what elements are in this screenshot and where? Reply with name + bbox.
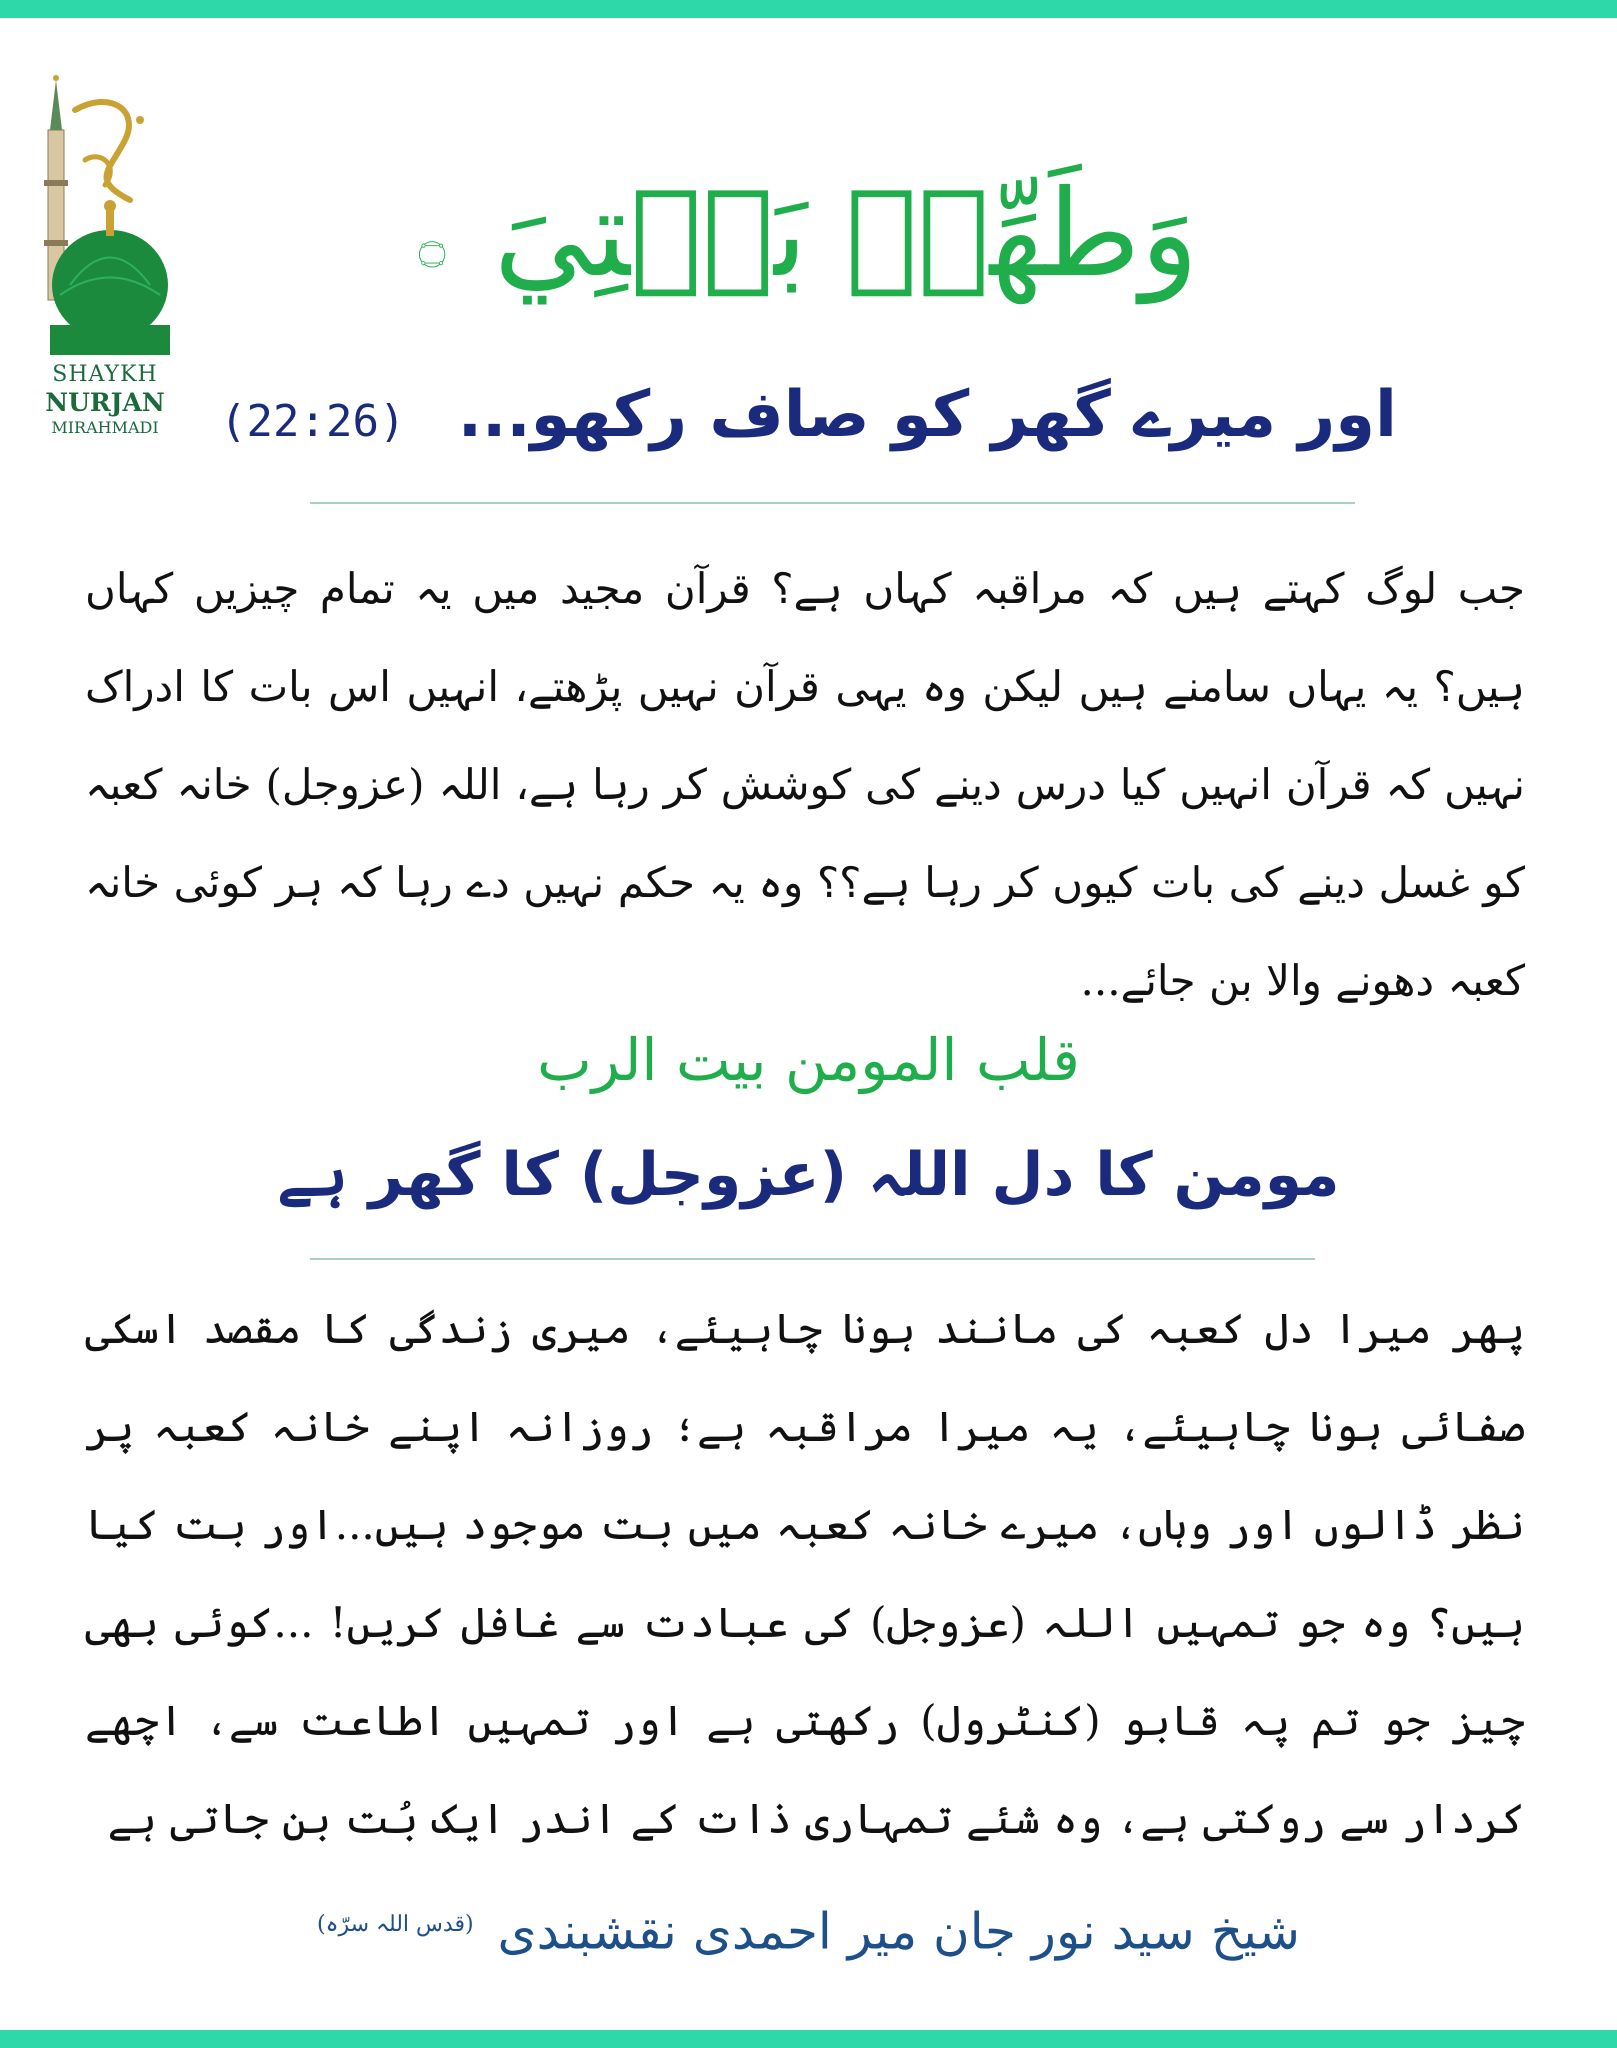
top-border [0,0,1617,18]
urdu-quote: مومن کا دل اللہ (عزوجل) کا گھر ہے [277,1140,1340,1210]
verse-reference: (22:26) [220,396,406,447]
divider-1 [310,502,1355,504]
logo-line-2: NURJAN [45,388,165,417]
author-name: شیخ سید نور جان میر احمدی نقشبندی [497,1902,1300,1961]
ayah-end-icon: ۝ [418,216,446,271]
divider-2 [310,1258,1315,1260]
author-honorific: (قدس اللہ سرّہ) [317,1912,474,1937]
translation-text: اور میرے گھر کو صاف رکھو... [457,378,1397,452]
verse-translation [0,365,1617,472]
arabic-quote: قلب المومن بيت الرب [537,1026,1080,1094]
logo-line-1: SHAYKH [52,362,158,387]
arabic-verse-title [0,150,1617,329]
verse-text: وَطَهِّرۡ بَيۡتِيَ [493,165,1199,304]
paragraph-2: پھر میرا دل کعبہ کی مانند ہونا چاہیئے، میری زندگی کا مقصد اسکی صفائی ہونا چاہیئے، یہ میرا مراقبہ ہے؛ روزانہ اپنے خانہ کعبہ پر نظر ڈالوں اور وہاں، میرے خانہ کعبہ میں بت موجود ہیں...اور بت کیا ہیں؟ وہ جو تمہیں اللہ (عزوجل) کی عبادت سے غافل کریں! ...کوئی بھی چیز جو تم پہ قابو (کنٹرول) رکھتی ہے اور تمہیں اطاعت سے، اچھے کردار سے روکتی ہے، وہ شئے تمہاری ذات کے اندر ایک بُت بن جاتی ہے [85,1304,1525,1843]
logo-line-3: MIRAHMADI [51,418,159,437]
author-signature [0,1880,1617,1977]
paragraph-1: جب لوگ کہتے ہیں کہ مراقبہ کہاں ہے؟ قرآن مجید میں یہ تمام چیزیں کہاں ہیں؟ یہ یہاں سامنے ہیں لیکن وہ یہی قرآن نہیں پڑھتے، انہیں اس بات کا ادراک نہیں کہ قرآن انہیں کیا درس دینے کی کوشش کر رہا ہے، اللہ (عزوجل) خانہ کعبہ کو غسل دینے کی بات کیوں کر رہا ہے؟؟ وہ یہ حکم نہیں دے رہا کہ ہر کوئی خانہ کعبہ دھونے والا بن جائے... [85,564,1526,1005]
bottom-border [0,2030,1617,2048]
